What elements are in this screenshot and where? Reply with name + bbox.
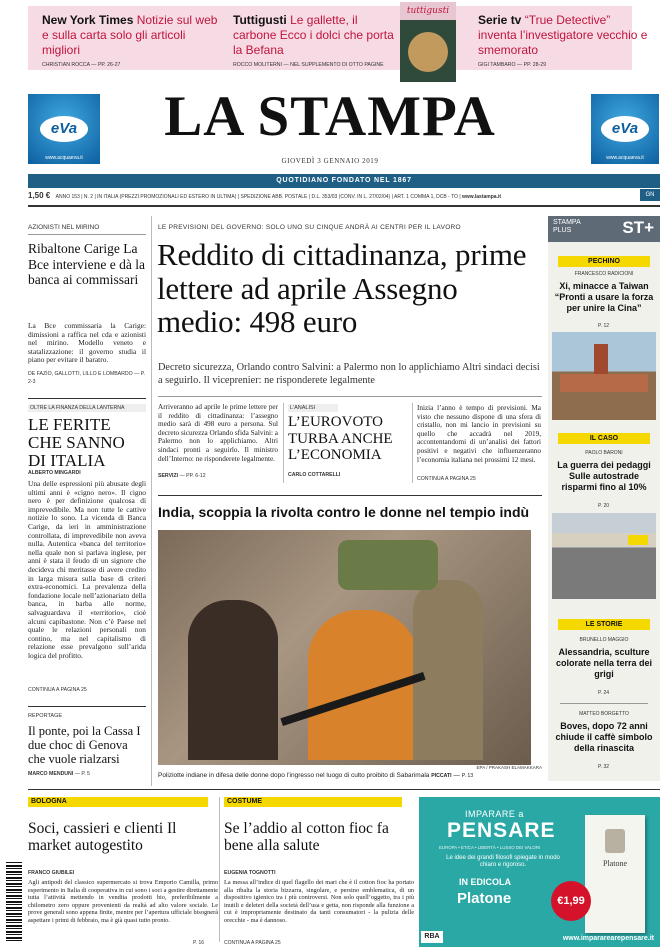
byline: FRANCO GIUBILEI bbox=[28, 870, 75, 876]
section-label: OLTRE LA FINANZA DELLA LANTERNA bbox=[28, 404, 146, 412]
food-photo bbox=[408, 32, 448, 72]
byline: PAOLO BARONI bbox=[585, 450, 623, 456]
page-ref: P. 2-3 bbox=[28, 371, 145, 385]
ad-subtitle: EUROPA • ETICA • LIBERTÀ • LUSSO DEI VALORI bbox=[439, 845, 541, 850]
headline-carige[interactable]: Ribaltone Carige La Bce interviene e dà la banca ai commissari bbox=[28, 241, 145, 287]
teaser-title: Serie tv bbox=[478, 13, 522, 27]
analysis-headline[interactable]: L’EUROVOTO TURBA ANCHE L’ECONOMIA bbox=[288, 414, 393, 463]
masthead-title[interactable]: LA STAMPA bbox=[164, 85, 496, 148]
photo-credit: EPA / PRAKASH ELAMAKKARA bbox=[476, 765, 542, 770]
photo-caption: Poliziotte indiane in difesa delle donne dopo l’ingresso nel luogo di culto proibito di Sabarimala PICCATI — P. 13 bbox=[158, 772, 474, 779]
teaser-text: Le gallette, il carbone Ecco i dolci che porta la Befana bbox=[233, 13, 394, 57]
plus-label: STAMPA PLUS bbox=[553, 219, 581, 234]
info-item: SPEDIZIONE ABB. POSTALE bbox=[240, 194, 308, 200]
photo-headline[interactable]: India, scoppia la rivolta contro le donne nel tempio indù bbox=[158, 504, 530, 520]
analysis-byline: CARLO COTTARELLI bbox=[288, 472, 341, 478]
page-ref: P. 16 bbox=[193, 940, 205, 946]
byline: SERVIZI bbox=[158, 473, 179, 479]
label-pechino: PECHINO bbox=[558, 256, 650, 267]
rba-logo: RBA bbox=[421, 931, 443, 943]
photo-protest[interactable] bbox=[158, 530, 531, 765]
byline: FRANCESCO RADICIONI bbox=[574, 271, 634, 277]
page-ref: P. 32 bbox=[598, 764, 610, 770]
supplement-logo: tuttigusti bbox=[400, 2, 456, 20]
body-cotton-fioc: La messa all’indice di quel flagello dei mari che è il cotton fioc ha portato alla ribalta la storia bizzarra, singolare, e persino emblematica, di un dispositivo igienico tra i più controversi. Non solo quell’oggetto, tra i più inutili e deleteri della società dell’usa e getta, non risponde alla funzione a cui è impropriamente destinato da tanti consumatori - la pulizia delle orecchie - ma è dannoso. bbox=[224, 879, 414, 924]
page-ref: P. 13 bbox=[461, 773, 474, 779]
ad-left[interactable] bbox=[28, 94, 100, 164]
teaser-serietv[interactable]: Serie tv “True Detective” inventa l’investigatore vecchio e smemorato GIGI TAMBARO — PP. 28-29 bbox=[478, 13, 648, 68]
gn-logo: GN bbox=[640, 189, 660, 201]
lead-subhead: Decreto sicurezza, Orlando contro Salvini: a Palermo non lo applichiamo Altri sindaci decisi a seguirlo. Il viceprenier: ne risponderete legalmente bbox=[158, 362, 540, 386]
headline-market[interactable]: Soci, cassieri e clienti Il market autogestito bbox=[28, 820, 177, 854]
teaser-text: “True Detective” inventa l’investigatore vecchio e smemorato bbox=[478, 13, 648, 57]
caption-text: Poliziotte indiane in difesa delle donne dopo l’ingresso nel luogo di culto proibito di Sabarimala bbox=[158, 772, 430, 779]
teaser-title: Tuttigusti bbox=[233, 13, 287, 27]
teaser-tuttigusti[interactable]: Tuttigusti Le gallette, il carbone Ecco i dolci che porta la Befana ROCCO MOLITERNI — NEL SUPPLEMENTO DI OTTO PAGINE bbox=[233, 13, 394, 68]
ad-url: www.acquaeva.it bbox=[45, 155, 83, 161]
info-item: D.L. 353/03 (CONV. IN L. 27/02/04) bbox=[311, 194, 391, 200]
continued[interactable]: CONTINUA A PAGINA 25 bbox=[28, 687, 87, 693]
supplement-cover[interactable] bbox=[400, 2, 456, 82]
stampa-plus-header[interactable] bbox=[548, 216, 660, 242]
teaser-text: Notizie sul web e sulla carta solo gli articoli migliori bbox=[42, 13, 218, 57]
label-il-caso: IL CASO bbox=[558, 433, 650, 444]
section-label: AZIONISTI NEL MIRINO bbox=[28, 224, 100, 231]
book-title: Platone bbox=[603, 859, 627, 868]
ad-title: PENSARE bbox=[447, 819, 556, 842]
lead-headline[interactable]: Reddito di cittadinanza, prime lettere ad aprile Assegno medio: 498 euro bbox=[157, 237, 527, 339]
plus-logo: ST+ bbox=[622, 218, 654, 237]
byline: MATTEO BORGETTO bbox=[579, 711, 629, 717]
headline-boves[interactable]: Boves, dopo 72 anni chiude il caffè simbolo della rinascita bbox=[555, 721, 653, 753]
teaser-nyt[interactable]: New York Times Notizie sul web e sulla carta solo gli articoli migliori CHRISTIAN ROCCA — PP. 26-27 bbox=[42, 13, 218, 68]
label-bologna: BOLOGNA bbox=[28, 797, 208, 807]
label-costume: COSTUME bbox=[224, 797, 402, 807]
page-ref: P. 5 bbox=[81, 771, 90, 777]
info-item: ART. 1 COMMA 1, DCB - TO bbox=[394, 194, 458, 200]
info-item: ANNO 153 bbox=[55, 194, 80, 200]
byline-ponte: MARCO MENDUNI — P. 5 bbox=[28, 771, 90, 777]
page-ref: P. 24 bbox=[598, 690, 610, 696]
byline-carige: DE FAZIO, GALLOTTI, LILLO E LOMBARDO — P. 2-3 bbox=[28, 371, 145, 385]
eva-logo: eVa bbox=[601, 116, 649, 142]
section-label: REPORTAGE bbox=[28, 713, 63, 719]
ad-edicola: IN EDICOLA bbox=[459, 877, 512, 887]
ad-imparare-pensare[interactable] bbox=[419, 797, 660, 947]
analysis-label: L'ANALISI bbox=[288, 404, 338, 412]
site-url[interactable]: www.lastampa.it bbox=[462, 194, 502, 200]
teaser-byline: CHRISTIAN ROCCA bbox=[42, 62, 90, 68]
price-badge: €1,99 bbox=[551, 881, 591, 921]
photo-toll-booth[interactable] bbox=[552, 513, 656, 599]
teaser-title: New York Times bbox=[42, 13, 134, 27]
body-market: Agli antipodi del classico supermercato si trova Emporio Camilla, primo esperimento in Italia di cooperativa in cui sono i soci a gestire direttamente tutta l’attività mettendo in vendita prodotti bio, preferibilmente a chilometro zero oppure provenienti da realtà ad alto valore sociale. Le prove generali sono appena finite, mentre per l’apertura ufficiale bisognerà aspettare i primi di febbraio, ma è già quasi tutto pronto. bbox=[28, 879, 218, 924]
page-ref: PP. 6-12 bbox=[186, 473, 206, 479]
ad-right[interactable] bbox=[591, 94, 659, 164]
teaser-page: PP. 26-27 bbox=[97, 62, 121, 68]
info-item: N. 2 bbox=[83, 194, 94, 200]
ad-book: Platone bbox=[457, 890, 512, 907]
ad-blurb: Le idee dei grandi filosofi spiegate in modo chiaro e rigoroso. bbox=[446, 855, 560, 868]
page-ref: P. 12 bbox=[598, 323, 610, 329]
info-item: IN ITALIA (PREZZI PROMOZIONALI ED ESTERO IN ULTIMA) bbox=[97, 194, 237, 200]
headline-taiwan[interactable]: Xi, minacce a Taiwan “Pronti a usare la forza per unire la Cina” bbox=[554, 281, 654, 313]
page-ref: P. 20 bbox=[598, 503, 610, 509]
headline-alessandria[interactable]: Alessandria, sculture colorate nella terra dei grigi bbox=[555, 647, 653, 679]
byline: PICCATI bbox=[431, 773, 452, 779]
byline: MARCO MENDUNI bbox=[28, 771, 74, 777]
label-le-storie: LE STORIE bbox=[558, 619, 650, 630]
analysis-body: Inizia l’anno è tempo di previsioni. Ma visto che nessuno dispone di una sfera di cristallo, non mi lancio in previsioni su quello che accadrà nel 2019, accontentandomi di un’analisi dei fattori positivi e negativi che influenzeranno l’economia italiana nei prossimi 12 mesi. bbox=[417, 404, 541, 464]
price: 1,50 € bbox=[28, 191, 51, 200]
info-bar: 1,50 € ANNO 153 | N. 2 | IN ITALIA (PREZZI PROMOZIONALI ED ESTERO IN ULTIMA) | SPEDIZIONE ABB. POSTALE | D.L. 353/03 (CONV. IN L. 27/02/04) | ART. 1 COMMA 1, DCB - TO | www.lastampa.it bbox=[28, 191, 502, 200]
headline-pedaggi[interactable]: La guerra dei pedaggi Sulle autostrade risparmi fino al 10% bbox=[557, 460, 651, 492]
byline-ferite: ALBERTO MINGARDI bbox=[28, 470, 81, 476]
lead-kicker: LE PREVISIONI DEL GOVERNO: SOLO UNO SU CINQUE ANDRÀ AI CENTRI PER IL LAVORO bbox=[158, 224, 461, 231]
teaser-page: PP. 28-29 bbox=[523, 62, 547, 68]
byline: EUGENIA TOGNOTTI bbox=[224, 870, 276, 876]
continued[interactable]: CONTINUA A PAGINA 25 bbox=[417, 476, 476, 482]
masthead-date: GIOVEDÌ 3 GENNAIO 2019 bbox=[281, 157, 379, 165]
byline: DE FAZIO, GALLOTTI, LILLO E LOMBARDO bbox=[28, 371, 133, 377]
body-carige: La Bce commissaria la Carige: dimissioni a raffica nel cda e azionisti nel mirino. Modello veneto e statalizzazione: il governo studia il piano per evitare il baratro. bbox=[28, 321, 146, 365]
masthead-tagline: QUOTIDIANO FONDATO NEL 1867 bbox=[28, 174, 660, 188]
ad-kicker: IMPARARE a bbox=[465, 809, 524, 819]
teaser-page: NEL SUPPLEMENTO DI OTTO PAGINE bbox=[290, 62, 384, 68]
barcode bbox=[6, 862, 22, 942]
lead-col1: Arriveranno ad aprile le prime lettere per il reddito di cittadinanza: l’assegno medio sarà di 498 euro a persona. Sul decreto sicurezza Orlando sfida Salvini: a Palermo non lo applichiamo. Altri sindaci pronti a seguirlo. Il ministro dell’Interno: ne risponderete legalmente. bbox=[158, 403, 278, 463]
continued[interactable]: CONTINUA A PAGINA 25 bbox=[224, 940, 281, 946]
teaser-byline: ROCCO MOLITERNI bbox=[233, 62, 282, 68]
ad-url[interactable]: www.impararearepensare.it bbox=[562, 935, 654, 942]
byline: BRUNELLO MAGGIO bbox=[579, 637, 629, 643]
ad-url: www.acquaeva.it bbox=[606, 155, 644, 161]
headline-ponte[interactable]: Il ponte, poi la Cassa I due choc di Genova che vuole rialzarsi bbox=[28, 724, 141, 766]
headline-cotton-fioc[interactable]: Se l’addio al cotton fioc fa bene alla salute bbox=[224, 820, 389, 854]
headline-ferite[interactable]: LE FERITE CHE SANNO DI ITALIA bbox=[28, 415, 125, 470]
book-cover bbox=[585, 815, 645, 933]
lead-col1-byline: SERVIZI — PP. 6-12 bbox=[158, 473, 206, 479]
teaser-byline: GIGI TAMBARO bbox=[478, 62, 516, 68]
body-ferite: Una delle espressioni più abusate degli ultimi anni è «cigno nero». Il cigno nero è per definizione qualcosa di imprevedibile. Ma non tutte le cattive notizie lo sono. La vicenda di Banca Carige, da ieri in amministrazione controllata, di imprevedibile non aveva nulla. Autentica «banca del territorio» nella quale non si parlava inglese, per anni è stata il feudo di un signore che decideva chi meritasse di avere credito in larga misura sulla base di criteri extra-economici. La prevalenza della fondazione locale nell’azionariato della banca, in barba alle norme, salvaguardava il «territorio», cioè alcuni capibastone. Non c’è Paese nel quale le relazioni personali non contino, ma nel capitalismo di relazione esse prevalgono sull’arida logica del profitto. bbox=[28, 480, 146, 660]
eva-logo: eVa bbox=[40, 116, 88, 142]
photo-taipei[interactable] bbox=[552, 332, 656, 420]
